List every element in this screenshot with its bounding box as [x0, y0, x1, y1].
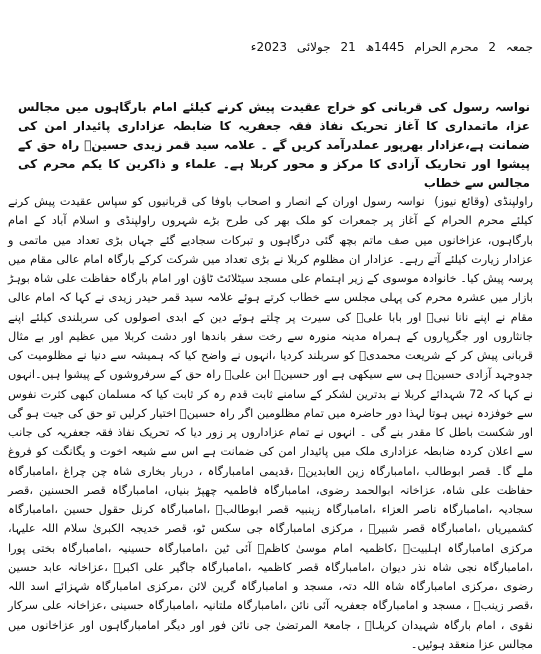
- gregorian-day: 21: [340, 40, 356, 54]
- news-article: [8, 192, 533, 651]
- article-body: [8, 192, 533, 654]
- gregorian-month: جولائی: [296, 40, 331, 54]
- day-name: جمعہ: [505, 40, 533, 54]
- article-text: نواسہ رسول اوران کے انصار و اصحاب باوفا کی قربانیوں کو سپاس عقیدت پیش کرنے کیلئے محرم الحرام کے آغاز پر جمعرات کو ملک بھر کی طرح بڑے شہروں راولپنڈی و اسلام آباد کے امام بارگاہوں، عزاخانوں میں صف ماتم بچھ گئی درگاہوں و تبرکات سجادیے گئے جہاں بڑی تعداد میں ماتمی و عزادار زیارت کیلئے آتے رہے۔ عزادار ان مظلوم کربلا نے بڑی تعداد میں شرکت کرکے بارگاہ امام عالی مقام میں پرسہ پیش کیا۔ خانوادہ موسوی کے زیر اہتمام علی مسجد سیٹلائٹ ٹاؤن اور امام بارگاہ حفاظت علی شاہ بوہڑ بازار میں عشرہ محرم کی پہلی مجلس سے خطاب کرتے ہوئے علامہ سید قمر حیدر زیدی نے کہا کہ امام عالی مقام نے اپنے نانا نبیﷺ اور بابا علیؑ کی سیرت پر چلتے ہوئے دین کے ابدی اصولوں کی سربلندی کیلئے اپنے جانثاروں اور جگرپاروں کے ہمراہ مدینہ منورہ سے رخت سفر باندھا اور دشت کربلا میں عظیم اور بے مثال قربانی پیش کر کے شریعت محمدیؐ کو سربلند کردیا ،انہوں نے واضح کیا کہ ہمیشہ سے دنیا نے مظلومیت کی جدوجہد آزادی حسینؑ ہی سے سیکھی ہے اور حسینؑ ابن علیؑ راہ حق کے سرفروشوں کے پیشوا ہیں۔انہوں نے کہا کہ 72 شہدائے کربلا نے بدترین لشکر کے سامنے ثابت قدم رہ کر ثابت کیا کہ مسلمان کبھی کثرت نفوس سے خوفزدہ نہیں ہوتا لہذا دور حاضرہ میں تمام مظلومین اگر راہ حسینؑ اختیار کرلیں تو حق کی جیت ہو گی اور شکست باطل کا مقدر بنے گی ۔ انہوں نے تمام عزاداروں پر زور دیا کہ تحریک نفاذ فقہ جعفریہ کی جانب سے اعلان کردہ ضابطہ عزاداری ملک میں پائیدار امن کی ضمانت ہے اس سے شیعہ اخوت و یگانگت کو فروغ ملے گا۔ قصر ابوطالب ،امامبارگاہ زین العابدینؑ ،قدیمی امامبارگاہ ، دربار بخاری شاہ چن چراغ ،امامبارگاہ حفاظت علی شاہ، عزاخانہ ابوالحمد رضوی، امامبارگاہ فاطمیہ چھپڑ بنیاں، امامبارگاہ قصر الحسنین ،قصر سجادیہ ،امامبارگاہ ناصر العزاء ،امامبارگاہ زینبیہ قصر ابوطالبؑ ،امامبارگاہ کرنل حقول حسین ،امامبارگاہ کشمیریاں ،امامبارگاہ قصر شبیرؑ ، مرکزی امامبارگاہ جی سکس ٹو، قصر خدیجہ الکبریٰ سلام اللہ علیہا، مرکزی امامبارگاہ اہلبیتؑ ،کاظمیہ امام موسیٰ کاظمؑ آئی ٹین ،امامبارگاہ حسینیہ ،امامبارگاہ بختی پورا ،امامبارگاہ نجی شاہ نذر دیوان ،امامبارگاہ قصر کاظمیہ ،امامبارگاہ جاگیر علی اکبرؑ ،عزاخانہ عابد حسین رضوی ،مرکزی امامبارگاہ شاہ اللہ دتہ، مسجد و امامبارگاہ گرین لائن ،مرکزی امامبارگاہ شہزائے اسد اللہ ،قصر زینبؑ ، مسجد و امامبارگاہ جعفریہ آئی نائن ،امامبارگاہ ملتانیہ ،امامبارگاہ حسینی ،عزاخانہ علی سرکار نقوی ، امام بارگاہ شہیدان کربلاؑ ، جامعۃ المرتضیٰ جی نائن فور اور دیگر امامبارگاہوں اور عزاخانوں میں مجالس عزا منعقد ہوئیں۔: [8, 195, 533, 651]
- hijri-month: محرم الحرام: [414, 40, 479, 54]
- hijri-year: 1445ھ: [365, 40, 405, 54]
- gregorian-year: 2023ء: [250, 40, 287, 54]
- dateline: [8, 40, 533, 54]
- article-agency: (وقائع نیوز): [434, 195, 490, 208]
- article-city: راولپنڈی: [493, 195, 533, 208]
- news-headline: نواسہ رسول کی قربانی کو خراج عقیدت پیش کرنے کیلئے امام بارگاہوں میں مجالس عزا، ماتمداری کا آغاز تحریک نفاذ فقہ جعفریہ کا ضابطہ عزاداری پائیدار امن کی ضمانت ہے،عزادار بھرپور عملدرآمد کریں گے ۔ علامہ سید قمر زیدی حسینؑ راہ حق کے پیشوا اور تحاریک آزادی کا مرکز و محور کربلا ہے۔ علماء و ذاکرین کا یکم محرم کی مجالس سے خطاب: [18, 100, 530, 190]
- hijri-day: 2: [488, 40, 496, 54]
